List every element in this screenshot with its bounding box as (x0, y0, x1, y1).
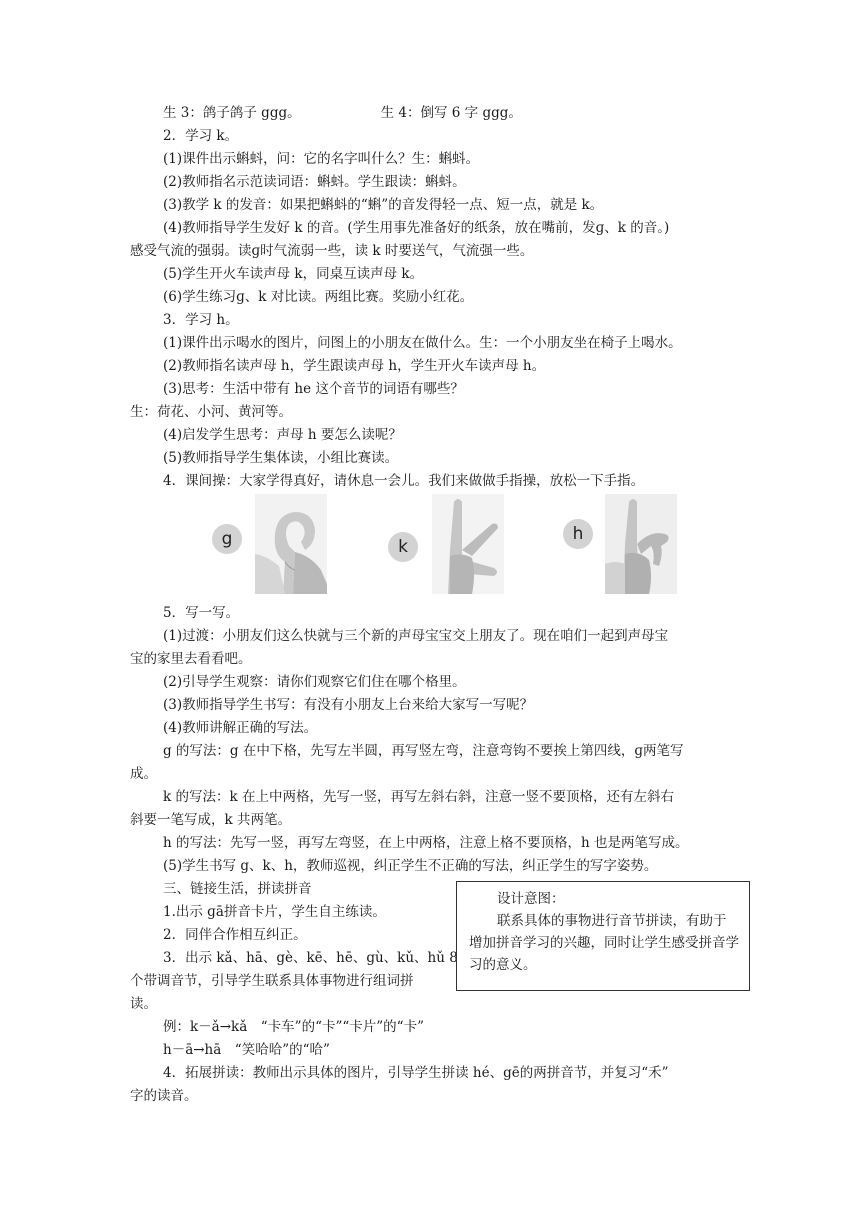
student-3-line: 生 3：鸽子鸽子 ggg。 (163, 105, 301, 121)
text-line: (1)课件出示喝水的图片，问图上的小朋友在做什么。生：一个小朋友坐在椅子上喝水。 (163, 335, 682, 351)
text-line: 4．拓展拼读：教师出示具体的图片，引导学生拼读 hé、gē的两拼音节，并复习“禾” (163, 1065, 669, 1081)
text-line: 宝的家里去看看吧。 (130, 651, 252, 667)
hand-gesture-h-icon (605, 494, 677, 594)
heading-learn-h: 3．学习 h。 (163, 312, 239, 328)
text-line: (5)教师指导学生集体读，小组比赛读。 (163, 450, 399, 466)
text-line: (5)学生书写 g、k、h，教师巡视，纠正学生不正确的写法，纠正学生的写字姿势。 (163, 858, 658, 874)
heading-write: 5．写一写。 (163, 605, 240, 621)
design-intent-text: 联系具体的事物进行音节拼读，有助于增加拼音学习的兴趣，同时让学生感受拼音学习的意义。 (469, 913, 739, 973)
text-line: (6)学生练习ɡ、k 对比读。两组比赛。奖励小红花。 (163, 289, 474, 305)
text-line: (3)思考：生活中带有 he 这个音节的词语有哪些？ (163, 381, 464, 397)
letter-k-circle: k (388, 532, 418, 562)
text-line: (2)教师指名读声母 h，学生跟读声母 h，学生开火车读声母 h。 (163, 358, 546, 374)
text-line: (3)教师指导学生书写：有没有小朋友上台来给大家写一写呢？ (163, 697, 534, 713)
text-line: 读。 (130, 996, 157, 1012)
hand-gesture-k-icon (432, 494, 504, 594)
text-line: 字的读音。 (130, 1088, 198, 1104)
text-line: (1)课件出示蝌蚪，问：它的名字叫什么？生：蝌蚪。 (163, 151, 480, 167)
hand-gesture-g-icon (255, 494, 327, 594)
text-line: (1)过渡：小朋友们这么快就与三个新的声母宝宝交上朋友了。现在咱们一起到声母宝 (163, 628, 669, 644)
text-line: (2)教师指名示范读词语：蝌蚪。学生跟读：蝌蚪。 (163, 174, 466, 190)
text-line: 1.出示 ɡā拼音卡片，学生自主练读。 (163, 904, 386, 920)
design-intent-box (456, 881, 750, 991)
text-line: (2)引导学生观察：请你们观察它们住在哪个格里。 (163, 674, 466, 690)
text-line: (3)教学 k 的发音：如果把蝌蚪的“蝌”的音发得轻一点、短一点，就是 k。 (163, 197, 604, 213)
example-line: h－ā→hā “笑哈哈”的“哈” (163, 1042, 330, 1058)
text-line: g 的写法：g 在中下格，先写左半圆，再写竖左弯，注意弯钩不要挨上第四线，ɡ两笔写 (163, 743, 684, 759)
text-line: 斜要一笔写成，k 共两笔。 (130, 812, 291, 828)
letter-g-circle: g (212, 524, 242, 554)
student-4-line: 生 4：倒写 6 字 ggg。 (380, 105, 522, 121)
text-line: 2．同伴合作相互纠正。 (163, 927, 307, 943)
text-line: 个带调音节，引导学生联系具体事物进行组词拼 (130, 973, 414, 989)
text-line: 感受气流的强弱。读ɡ时气流弱一些，读 k 时要送气，气流强一些。 (130, 243, 534, 259)
text-line: 生：荷花、小河、黄河等。 (130, 404, 292, 420)
text-line: h 的写法：先写一竖，再写左弯竖，在上中两格，注意上格不要顶格，h 也是两笔写成。 (163, 835, 689, 851)
letter-h-circle: h (563, 519, 593, 549)
text-line: (4)教师指导学生发好 k 的音。(学生用事先准备好的纸条，放在嘴前，发ɡ、k 的音。) (163, 220, 670, 236)
section-heading-life: 三、链接生活，拼读拼音 (163, 881, 312, 897)
text-line: k 的写法：k 在上中两格，先写一竖，再写左斜右斜，注意一竖不要顶格，还有左斜右 (163, 789, 674, 805)
text-line: 成。 (130, 766, 157, 782)
design-intent-title: 设计意图： (497, 891, 565, 907)
heading-learn-k: 2．学习 k。 (163, 128, 239, 144)
heading-finger-exercise: 4．课间操：大家学得真好，请休息一会儿。我们来做做手指操，放松一下手指。 (163, 473, 645, 489)
text-line: 3．出示 kǎ、hā、gè、kē、hē、gù、kǔ、hǔ 8 (163, 950, 458, 966)
text-line-students (163, 102, 522, 124)
finger-gesture-row (0, 492, 860, 596)
example-line: 例：k－ǎ→kǎ “卡车”的“卡”“卡片”的“卡” (163, 1019, 424, 1035)
text-line: (5)学生开火车读声母 k，同桌互读声母 k。 (163, 266, 424, 282)
text-line: (4)启发学生思考：声母 h 要怎么读呢？ (163, 427, 402, 443)
text-line: (4)教师讲解正确的写法。 (163, 720, 318, 736)
